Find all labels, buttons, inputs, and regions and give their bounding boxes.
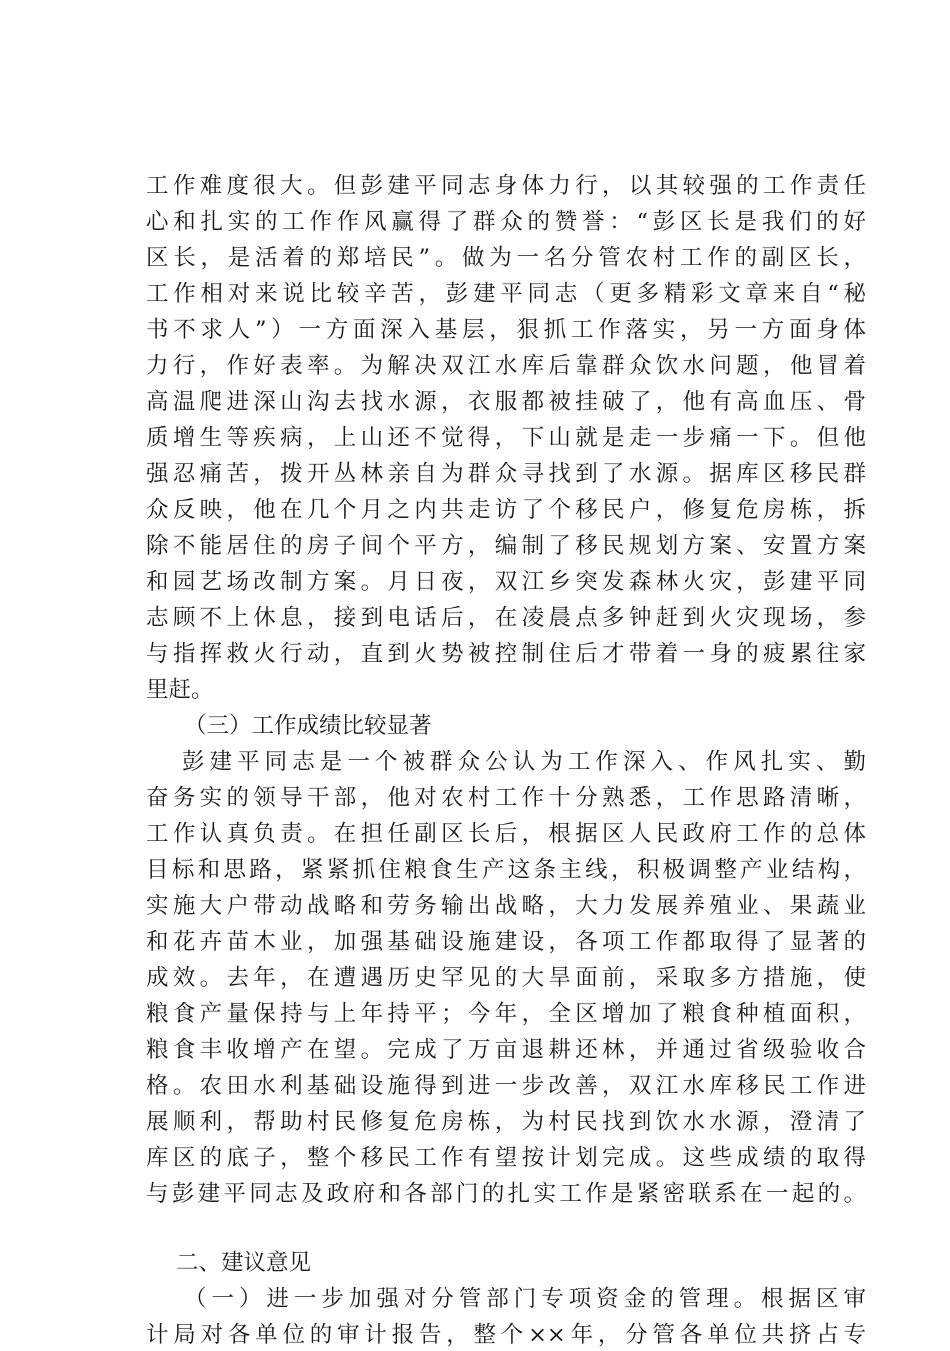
text-line: 区长，是活着的郑培民”。做为一名分管农村工作的副区长，: [146, 245, 866, 271]
text-line: 实施大户带动战略和劳务输出战略，大力发展养殖业、果蔬业: [146, 893, 866, 919]
text-line: 强忍痛苦，拨开丛林亲自为群众寻找到了水源。据库区移民群: [146, 461, 866, 487]
text-line: 粮食丰收增产在望。完成了万亩退耕还林，并通过省级验收合: [146, 1037, 866, 1063]
text-line: 展顺利，帮助村民修复危房栋，为村民找到饮水水源，澄清了: [146, 1109, 866, 1135]
text-line: 工作认真负责。在担任副区长后，根据区人民政府工作的总体: [146, 821, 866, 847]
text-line: 力行，作好表率。为解决双江水库后靠群众饮水问题，他冒着: [146, 353, 866, 379]
text-line: 高温爬进深山沟去找水源，衣服都被挂破了，他有高血压、骨: [146, 389, 866, 415]
text-line: 众反映，他在几个月之内共走访了个移民户，修复危房栋，拆: [146, 497, 866, 523]
text-line: 格。农田水利基础设施得到进一步改善，双江水库移民工作进: [146, 1073, 866, 1099]
text-line: 彭建平同志是一个被群众公认为工作深入、作风扎实、勤: [182, 749, 866, 775]
section-heading: 二、建议意见: [176, 1250, 312, 1276]
text-line: 计局对各单位的审计报告，整个××年，分管各单位共挤占专: [146, 1322, 866, 1348]
text-line: 库区的底子，整个移民工作有望按计划完成。这些成绩的取得: [146, 1145, 866, 1171]
text-line: 成效。去年，在遭遇历史罕见的大旱面前，采取多方措施，使: [146, 965, 866, 991]
text-line: 粮食产量保持与上年持平；今年，全区增加了粮食种植面积，: [146, 1001, 866, 1027]
text-line: 目标和思路，紧紧抓住粮食生产这条主线，积极调整产业结构，: [146, 857, 866, 883]
text-line: 志顾不上休息，接到电话后，在凌晨点多钟赶到火灾现场，参: [146, 605, 866, 631]
text-line: 与彭建平同志及政府和各部门的扎实工作是紧密联系在一起的。: [146, 1181, 866, 1207]
text-line: 质增生等疾病，上山还不觉得，下山就是走一步痛一下。但他: [146, 425, 866, 451]
text-line: 除不能居住的房子间个平方，编制了移民规划方案、安置方案: [146, 533, 866, 559]
text-line: （一）进一步加强对分管部门专项资金的管理。根据区审: [184, 1286, 866, 1312]
text-line: 里赶。: [146, 677, 214, 703]
text-line: 奋务实的领导干部，他对农村工作十分熟悉，工作思路清晰，: [146, 785, 866, 811]
text-line: 与指挥救火行动，直到火势被控制住后才带着一身的疲累往家: [146, 641, 866, 667]
text-line: 工作难度很大。但彭建平同志身体力行，以其较强的工作责任: [146, 173, 866, 199]
text-line: 心和扎实的工作作风赢得了群众的赞誉：“彭区长是我们的好: [146, 209, 866, 235]
section-heading: （三）工作成绩比较显著: [184, 713, 432, 739]
text-line: 书不求人”）一方面深入基层，狠抓工作落实，另一方面身体: [146, 317, 866, 343]
text-line: 和园艺场改制方案。月日夜，双江乡突发森林火灾，彭建平同: [146, 569, 866, 595]
text-line: 和花卉苗木业，加强基础设施建设，各项工作都取得了显著的: [146, 929, 866, 955]
text-line: 工作相对来说比较辛苦，彭建平同志（更多精彩文章来自“秘: [146, 281, 866, 307]
